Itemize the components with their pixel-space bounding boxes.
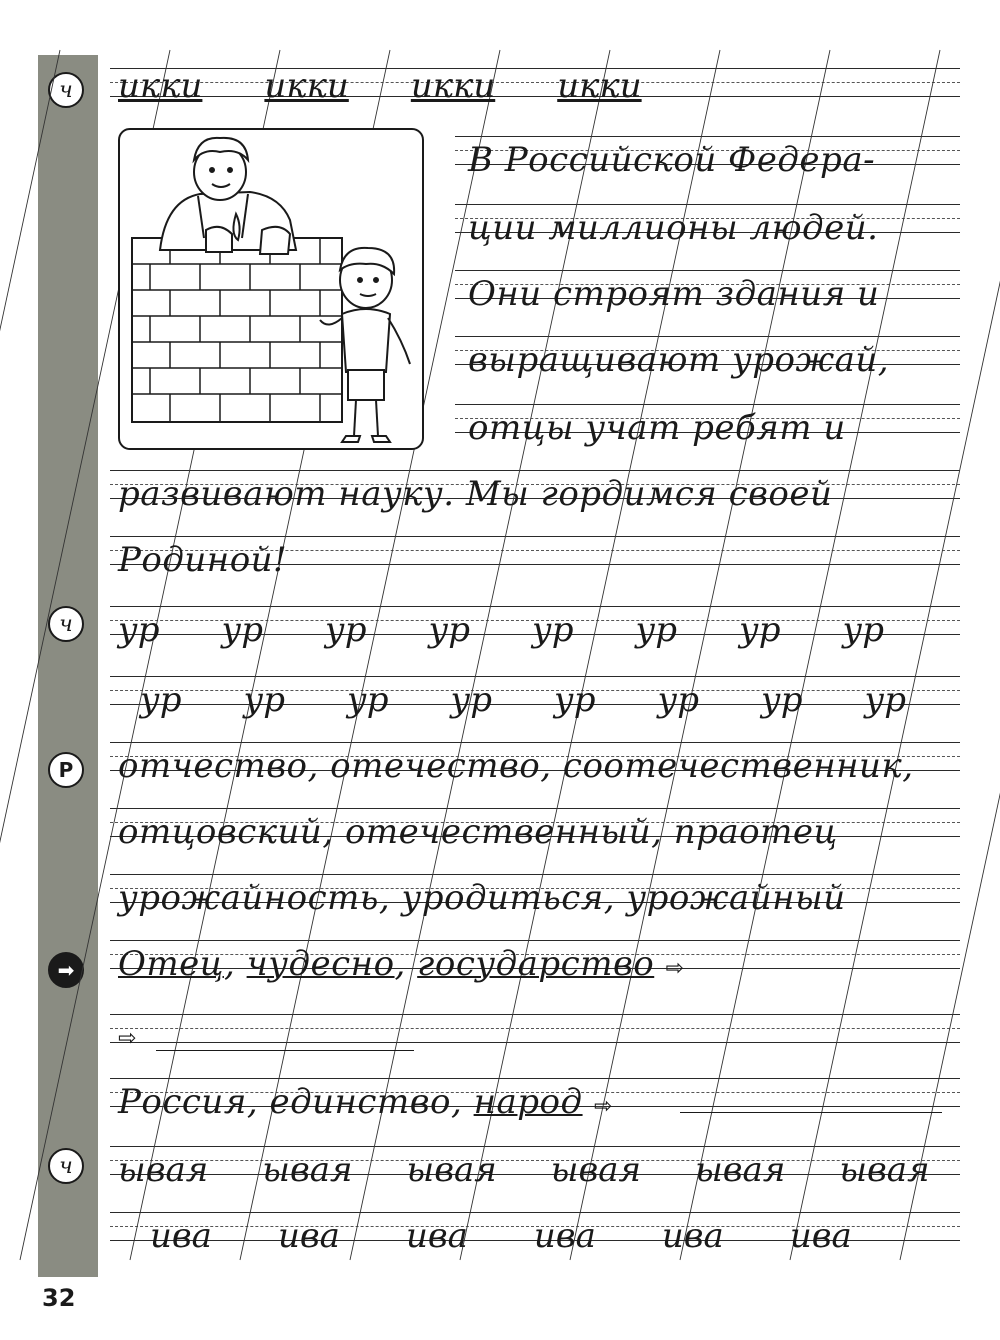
arrow-icon: ⇨	[665, 956, 685, 981]
pattern-item: икки	[264, 66, 349, 106]
pattern-item: ывая	[118, 1150, 209, 1190]
word-line: отчество, отечество, соотечественник,	[118, 746, 914, 786]
pattern-item: икки	[557, 66, 642, 106]
write-marker-icon: ч	[48, 606, 84, 642]
pattern-item: икки	[118, 66, 203, 106]
word-line: отцовский, отечественный, праотец	[118, 812, 838, 852]
syllable: ур	[325, 610, 367, 650]
pattern-item: ива	[405, 1216, 468, 1256]
pattern-item: ива	[789, 1216, 852, 1256]
answer-blank[interactable]	[156, 1050, 414, 1051]
syllable-pattern-bottom	[140, 680, 906, 720]
bottom-pattern-bottom	[150, 1216, 852, 1256]
syllable: ур	[450, 680, 492, 720]
pattern-item: ива	[150, 1216, 212, 1256]
syllable: ур	[428, 610, 470, 650]
text-line: выращивают урожай,	[468, 340, 890, 380]
syllable: ур	[140, 680, 182, 720]
arrow-icon: ⇨	[118, 1026, 137, 1051]
slant-line	[0, 50, 60, 1260]
pattern-item: ывая	[550, 1150, 642, 1190]
syllable: ур	[761, 680, 803, 720]
text-line: Они строят здания и	[468, 274, 880, 314]
syllable: ур	[221, 610, 263, 650]
pattern-item: ывая	[262, 1150, 353, 1190]
answer-blank[interactable]	[680, 1112, 942, 1113]
syllable: ур	[118, 610, 160, 650]
pattern-item: ывая	[406, 1150, 497, 1190]
pattern-item: ывая	[695, 1150, 786, 1190]
syllable-pattern-top	[118, 610, 884, 650]
syllable: ур	[864, 680, 906, 720]
arrow-marker-icon: ➡	[48, 952, 84, 988]
exercise-word: государство	[417, 944, 655, 984]
syllable: ур	[842, 610, 884, 650]
builders-illustration	[120, 130, 422, 448]
write-marker-icon: ч	[48, 72, 84, 108]
page-number: 32	[42, 1284, 76, 1312]
pattern-item: ывая	[839, 1150, 930, 1190]
exercise-word: народ	[473, 1082, 583, 1122]
syllable: ур	[635, 610, 677, 650]
syllable: ур	[739, 610, 781, 650]
write-marker-icon: ч	[48, 1148, 84, 1184]
syllable: ур	[243, 680, 285, 720]
syllable: ур	[532, 610, 574, 650]
syllable: ур	[657, 680, 699, 720]
bottom-pattern-top	[118, 1150, 930, 1190]
syllable: ур	[347, 680, 389, 720]
exercise-word: чудесно	[246, 944, 395, 984]
text-line: Родиной!	[118, 540, 288, 580]
header-pattern	[118, 66, 642, 106]
letter-marker-icon: Р	[48, 752, 84, 788]
arrow-icon: ⇨	[593, 1094, 613, 1119]
exercise-word: единство	[269, 1082, 451, 1122]
pattern-item: ива	[661, 1216, 724, 1256]
word-line: урожайность, уродиться, урожайный	[118, 878, 846, 918]
pattern-item: икки	[410, 66, 496, 106]
exercise-1: Отец, чудесно, государство ⇨	[118, 944, 685, 984]
exercise-word: Россия	[118, 1082, 247, 1122]
text-line: ции миллионы людей.	[468, 208, 879, 248]
text-line: отцы учат ребят и	[468, 408, 846, 448]
slant-line	[900, 50, 1000, 1260]
illustration-frame	[118, 128, 424, 450]
exercise-word: Отец	[118, 944, 224, 984]
text-line: развивают науку. Мы гордимся своей	[118, 474, 833, 514]
syllable: ур	[554, 680, 596, 720]
exercise-3: Россия, единство, народ ⇨	[118, 1082, 613, 1122]
pattern-item: ива	[533, 1216, 596, 1256]
pattern-item: ива	[277, 1216, 340, 1256]
text-line: В Российской Федера-	[468, 140, 876, 180]
